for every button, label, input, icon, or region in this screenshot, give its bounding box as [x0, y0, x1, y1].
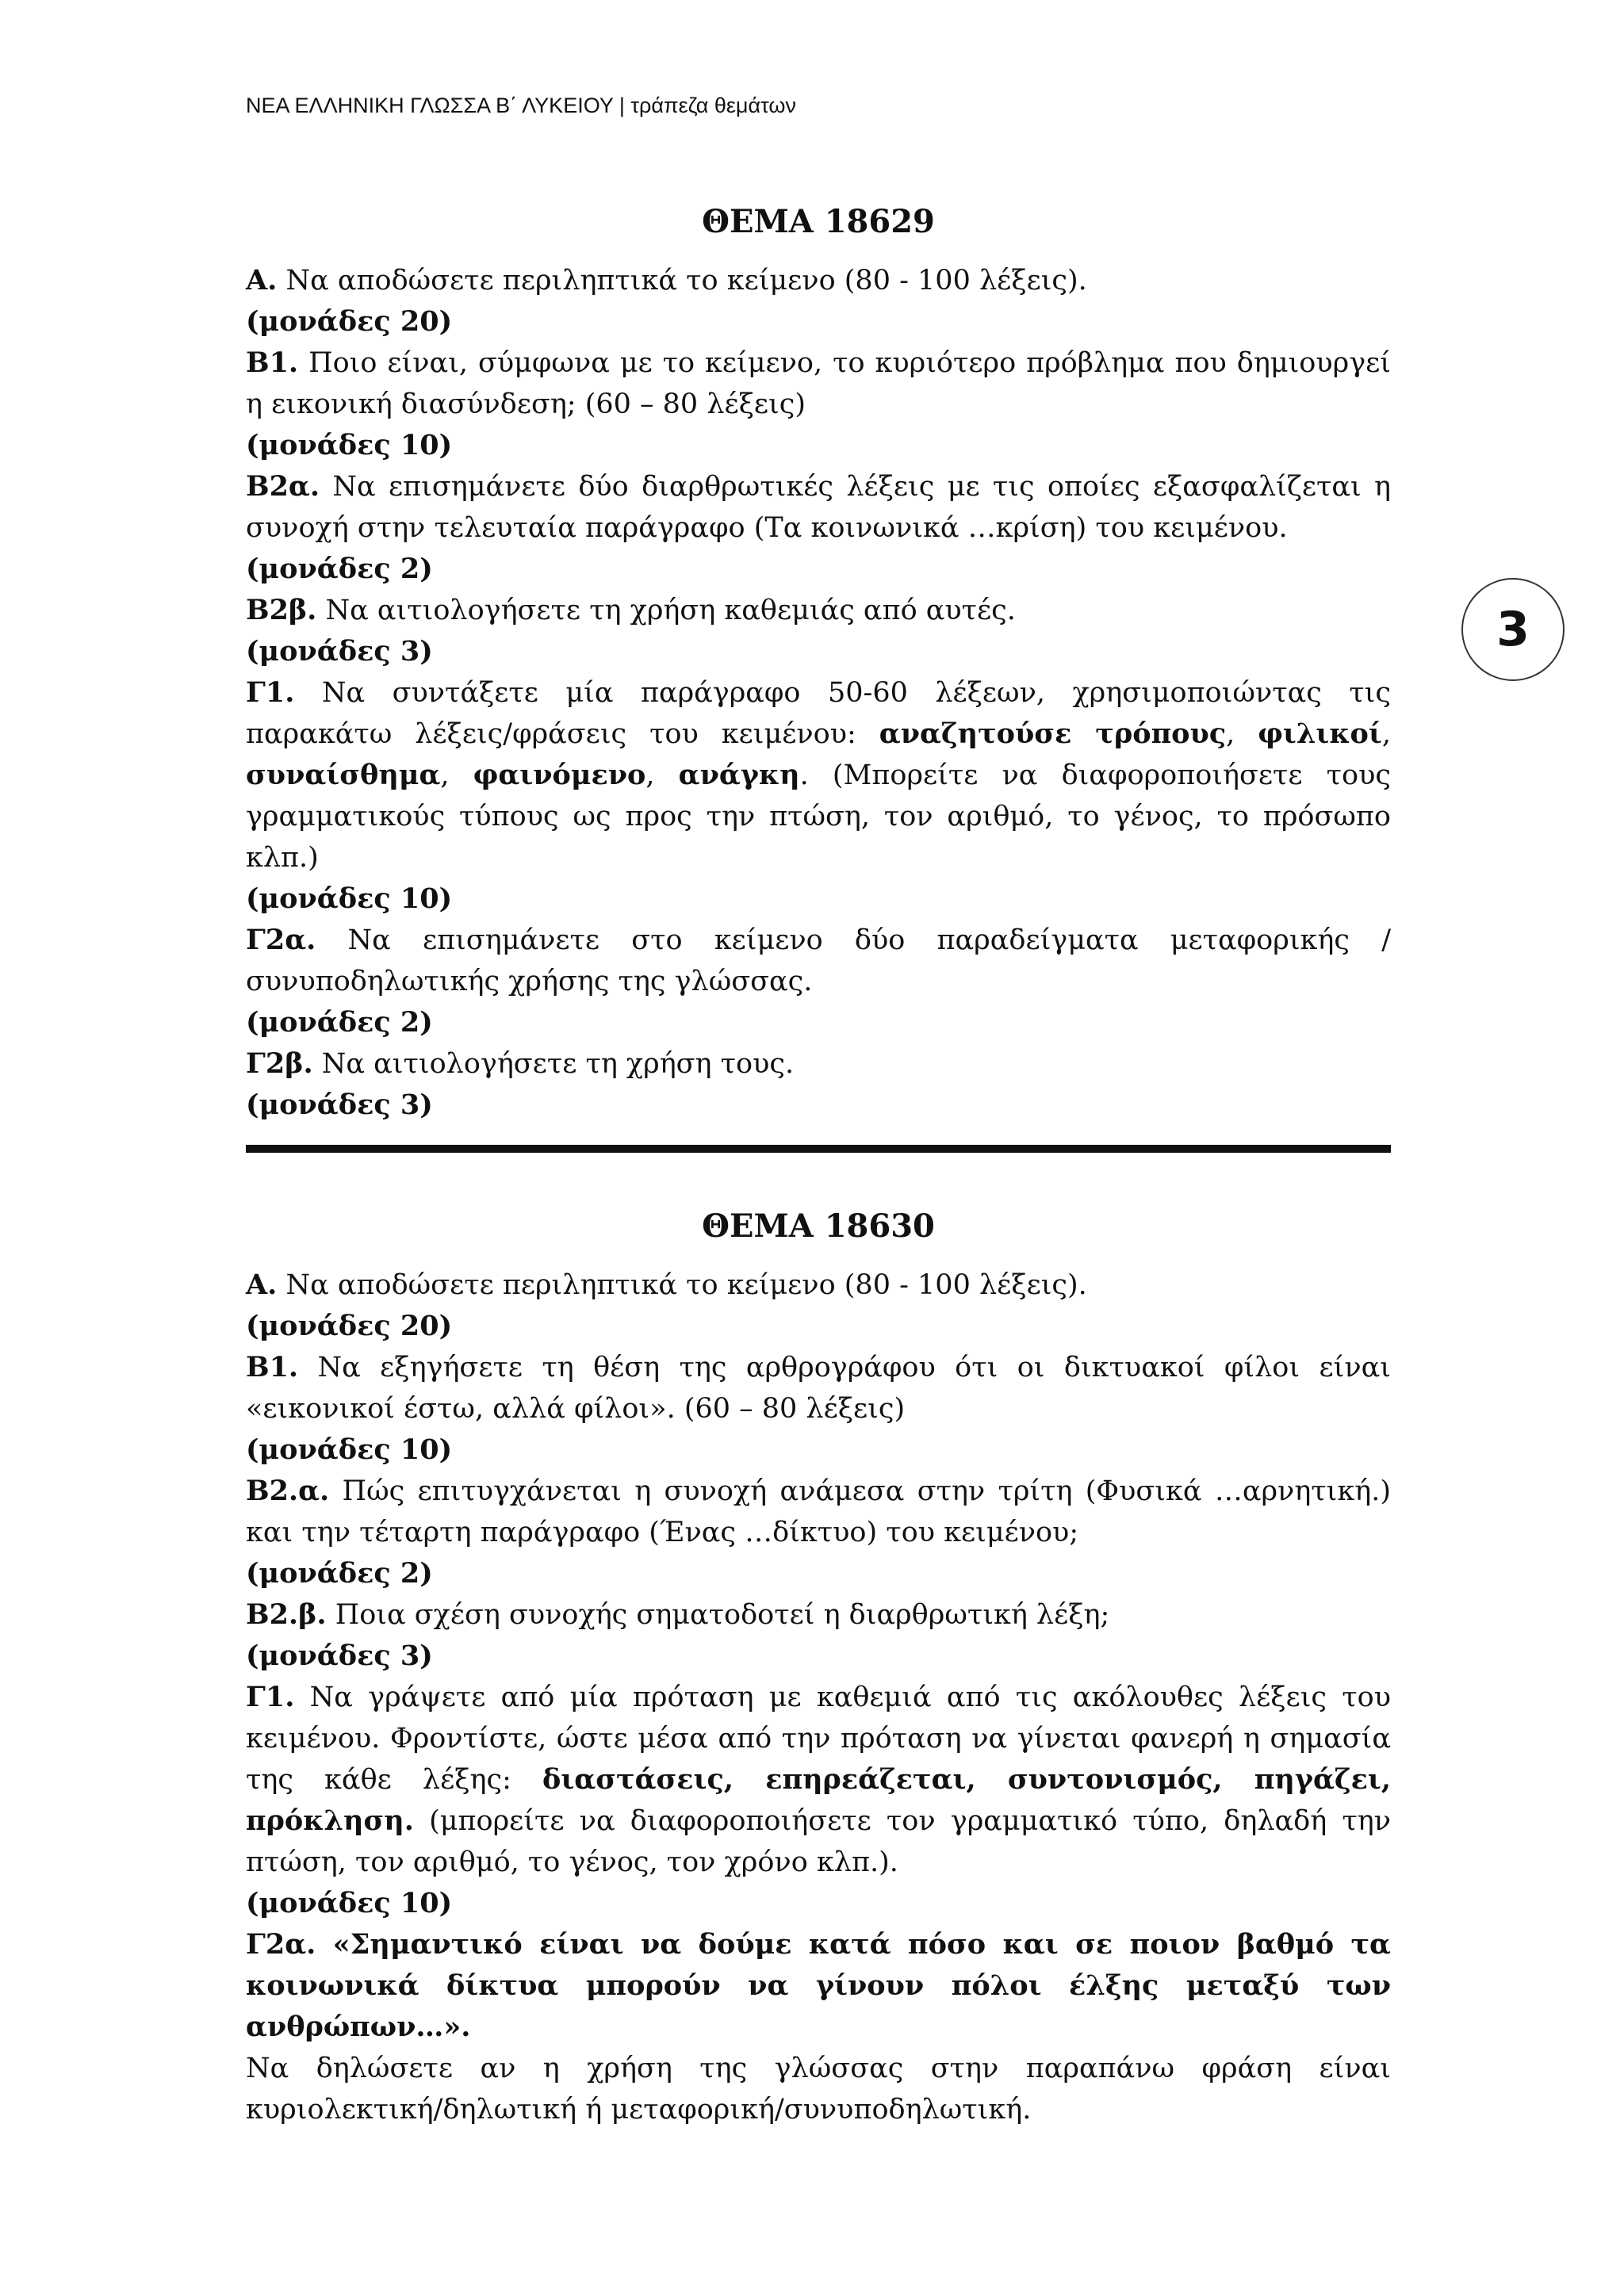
marks: (μονάδες 2) [246, 1006, 433, 1039]
topic-title: ΘΕΜΑ 18630 [702, 1207, 935, 1245]
question-a: Α. Να αποδώσετε περιληπτικά το κείμενο (80 - 100 λέξεις). [246, 264, 1087, 297]
marks: (μονάδες 10) [246, 882, 453, 915]
page-number: 3 [1496, 602, 1530, 657]
question-b1: Β1. Ποιο είναι, σύμφωνα με το κείμενο, το κυριότερο πρόβλημα που δημιουργεί η εικονική διασύνδεση; (60 – 80 λέξεις) [246, 346, 1391, 420]
question-b1: Β1. Να εξηγήσετε τη θέση της αρθρογράφου ότι οι δικτυακοί φίλοι είναι «εικονικοί έστω, αλλά φίλοι». (60 – 80 λέξεις) [246, 1351, 1391, 1425]
marks: (μονάδες 10) [246, 1433, 453, 1466]
section-divider [246, 1145, 1391, 1153]
question-g2a: Γ2α. Να επισημάνετε στο κείμενο δύο παραδείγματα μεταφορικής / συνυποδηλωτικής χρήσης της γλώσσας. [246, 924, 1391, 997]
topic-18630 [246, 1201, 1391, 2130]
page-header: ΝΕΑ ΕΛΛΗΝΙΚΗ ΓΛΩΣΣΑ Β΄ ΛΥΚΕΙΟΥ | τράπεζα θεμάτων [246, 94, 796, 117]
marks: (μονάδες 3) [246, 1640, 433, 1672]
question-g2a: Γ2α. «Σημαντικό είναι να δούμε κατά πόσο και σε ποιον βαθμό τα κοινωνικά δίκτυα μπορούν να γίνουν πόλοι έλξης μεταξύ των ανθρώπων…». [246, 1928, 1391, 2043]
question-b2a: Β2.α. Πώς επιτυγχάνεται η συνοχή ανάμεσα στην τρίτη (Φυσικά …αρνητική.) και την τέταρτη παράγραφο (Ένας …δίκτυο) του κειμένου; [246, 1475, 1391, 1548]
question-b2a: Β2α. Να επισημάνετε δύο διαρθρωτικές λέξεις με τις οποίες εξασφαλίζεται η συνοχή στην τελευταία παράγραφο (Τα κοινωνικά …κρίση) του κειμένου. [246, 470, 1391, 544]
marks: (μονάδες 10) [246, 1887, 453, 1919]
page-number-badge [1461, 578, 1565, 681]
marks: (μονάδες 3) [246, 635, 433, 668]
question-g2a-text: Να δηλώσετε αν η χρήση της γλώσσας στην παραπάνω φράση είναι κυριολεκτική/δηλωτική ή μεταφορική/συνυποδηλωτική. [246, 2053, 1391, 2126]
marks: (μονάδες 10) [246, 429, 453, 461]
marks: (μονάδες 3) [246, 1089, 433, 1121]
question-g1: Γ1. Να συντάξετε μία παράγραφο 50-60 λέξεων, χρησιμοποιώντας τις παρακάτω λέξεις/φράσεις του κειμένου: αναζητούσε τρόπους, φιλικοί, συναίσθημα, φαινόμενο, ανάγκη. (Μπορείτε να διαφοροποιήσετε τους γραμματικούς τύπους ως προς την πτώση, τον αριθμό, το γένος, το πρόσωπο κλπ.) [246, 676, 1391, 874]
topic-18629 [246, 197, 1391, 1126]
marks: (μονάδες 20) [246, 1310, 453, 1342]
marks: (μονάδες 2) [246, 553, 433, 585]
keyword: ανάγκη [678, 759, 800, 791]
marks: (μονάδες 20) [246, 305, 453, 338]
keywords: διαστάσεις, επηρεάζεται, συντονισμός, πηγάζει, πρόκληση. [246, 1763, 1392, 1837]
quote: «Σημαντικό είναι να δούμε κατά πόσο και σε ποιον βαθμό τα κοινωνικά δίκτυα μπορούν να γίνουν πόλοι έλξης μεταξύ των ανθρώπων…». [246, 1928, 1391, 2043]
marks: (μονάδες 2) [246, 1557, 433, 1590]
question-b2b: Β2β. Να αιτιολογήσετε τη χρήση καθεμιάς από αυτές. [246, 594, 1016, 626]
keyword: φαινόμενο [473, 759, 646, 791]
keyword: αναζητούσε τρόπους [879, 718, 1227, 750]
topic-title: ΘΕΜΑ 18629 [702, 203, 935, 240]
keyword: φιλικοί [1258, 718, 1382, 750]
question-g2b: Γ2β. Να αιτιολογήσετε τη χρήση τους. [246, 1047, 795, 1080]
question-a: Α. Να αποδώσετε περιληπτικά το κείμενο (80 - 100 λέξεις). [246, 1269, 1087, 1301]
question-b2b: Β2.β. Ποια σχέση συνοχής σηματοδοτεί η διαρθρωτική λέξη; [246, 1598, 1110, 1631]
question-g1: Γ1. Να γράψετε από μία πρόταση με καθεμιά από τις ακόλουθες λέξεις του κειμένου. Φροντίστε, ώστε μέσα από την πρόταση να γίνεται φανερή η σημασία της κάθε λέξης: διαστάσεις, επηρεάζεται, συντονισμός, πηγάζει, πρόκληση. (μπορείτε να διαφοροποιήσετε τον γραμματικό τύπο, δηλαδή την πτώση, τον αριθμό, το γένος, τον χρόνο κλπ.). [246, 1681, 1392, 1878]
keyword: συναίσθημα [246, 759, 441, 791]
